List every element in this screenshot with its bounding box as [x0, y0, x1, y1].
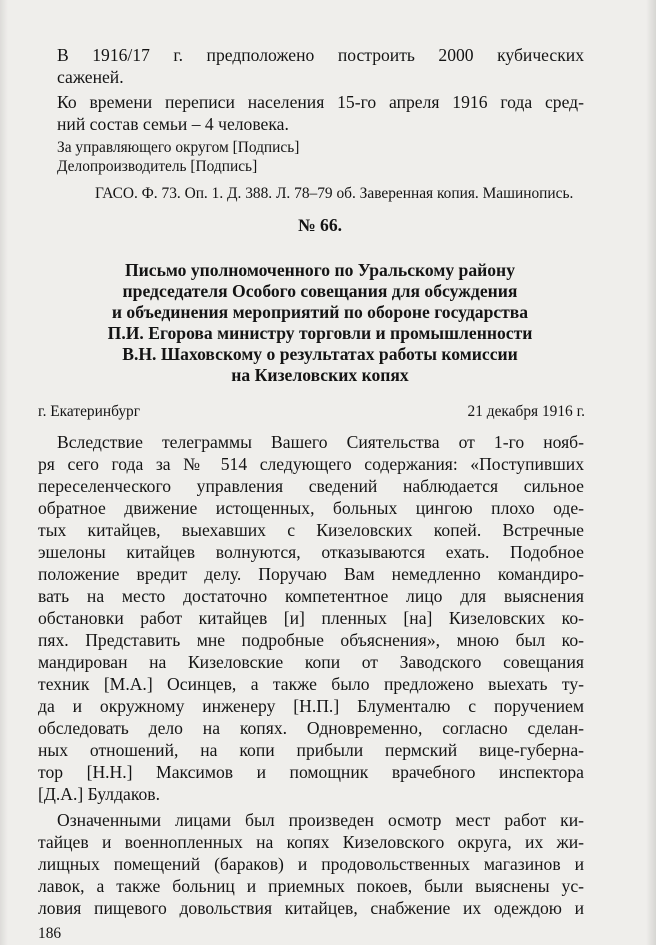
paragraph-line: ря сего года за № 514 следующего содержания: «Поступивших [38, 454, 584, 474]
page-edge-shadow [0, 0, 8, 945]
paragraph-line: обстановки работ китайцев [и] пленных [на] Кизеловских ко- [38, 608, 584, 628]
document-place: г. Екатеринбург [38, 403, 141, 420]
document-date: 21 декабря 1916 г. [467, 403, 585, 420]
page-edge-shadow [646, 0, 656, 945]
paragraph-line: тор [Н.Н.] Максимов и помощник врачебного инспектора [38, 762, 584, 782]
paragraph-line: обратное движение истощенных, больных цингою плохо оде- [38, 498, 584, 518]
paragraph-line: ных отношений, на копи прибыли пермский вице-губерна- [38, 740, 584, 760]
paragraph-line: Означенными лицами был произведен осмотр мест работ ки- [57, 810, 584, 830]
paragraph-line: пях. Представить мне подробные объяснения», мною был ко- [38, 630, 584, 650]
signature-line: За управляющего округом [Подпись] [57, 139, 300, 156]
paragraph-line: положение вредит делу. Поручаю Вам немедленно командиро- [38, 564, 584, 584]
document-title-line: председателя Особого совещания для обсуждения [122, 281, 518, 301]
paragraph-line: переселенческого управления сведений наблюдается сильное [38, 476, 584, 496]
paragraph-line: В 1916/17 г. предположено построить 2000 кубических [57, 45, 584, 65]
page-number: 186 [38, 925, 62, 942]
paragraph-line: Вследствие телеграммы Вашего Сиятельства от 1-го нояб- [57, 432, 584, 452]
paragraph-line: [Д.А.] Булдаков. [38, 784, 161, 804]
paragraph-line: ловия пищевого довольствия китайцев, снабжение их одеждою и [38, 898, 584, 918]
paragraph-line: мандирован на Кизеловские копи от Заводского совещания [38, 652, 584, 672]
paragraph-line: лищных помещений (бараков) и продовольственных магазинов и [38, 854, 584, 874]
paragraph-line: тых китайцев, выехавших с Кизеловских копей. Встречные [38, 520, 584, 540]
paragraph-line: вать на место достаточно компетентное лицо для выяснения [38, 586, 584, 606]
paragraph-line: эшелоны китайцев волнуются, отказываются ехать. Подобное [38, 542, 584, 562]
document-title-line: Письмо уполномоченного по Уральскому району [124, 260, 515, 280]
paragraph-line: обследовать дело на копях. Одновременно, согласно сделан- [38, 718, 584, 738]
paragraph-line: тайцев и военнопленных на копях Кизеловского округа, их жи- [38, 832, 584, 852]
paragraph-line: лавок, а также больниц и приемных покоев, были выяснены ус- [38, 876, 584, 896]
paragraph-line: саженей. [57, 67, 124, 87]
document-title-line: П.И. Егорова министру торговли и промышленности [107, 323, 533, 343]
document-title-line: и объединения мероприятий по обороне государства [111, 302, 529, 322]
paragraph-line: Ко времени переписи населения 15-го апреля 1916 года сред- [57, 92, 584, 112]
paragraph-line: техник [М.А.] Осинцев, а также было предложено выехать ту- [38, 674, 584, 694]
paragraph-line: ний состав семьи – 4 человека. [57, 114, 289, 134]
document-title-line: на Кизеловских копях [231, 365, 409, 385]
document-title-line: В.Н. Шаховскому о результатах работы комиссии [122, 344, 518, 364]
document-number: № 66. [297, 215, 343, 235]
paragraph-line: да и окружному инженеру [Н.П.] Блументалю с поручением [38, 696, 584, 716]
signature-line: Делопроизводитель [Подпись] [57, 158, 258, 175]
archive-source: ГАСО. Ф. 73. Оп. 1. Д. 388. Л. 78–79 об. Заверенная копия. Машинопись. [95, 185, 574, 202]
